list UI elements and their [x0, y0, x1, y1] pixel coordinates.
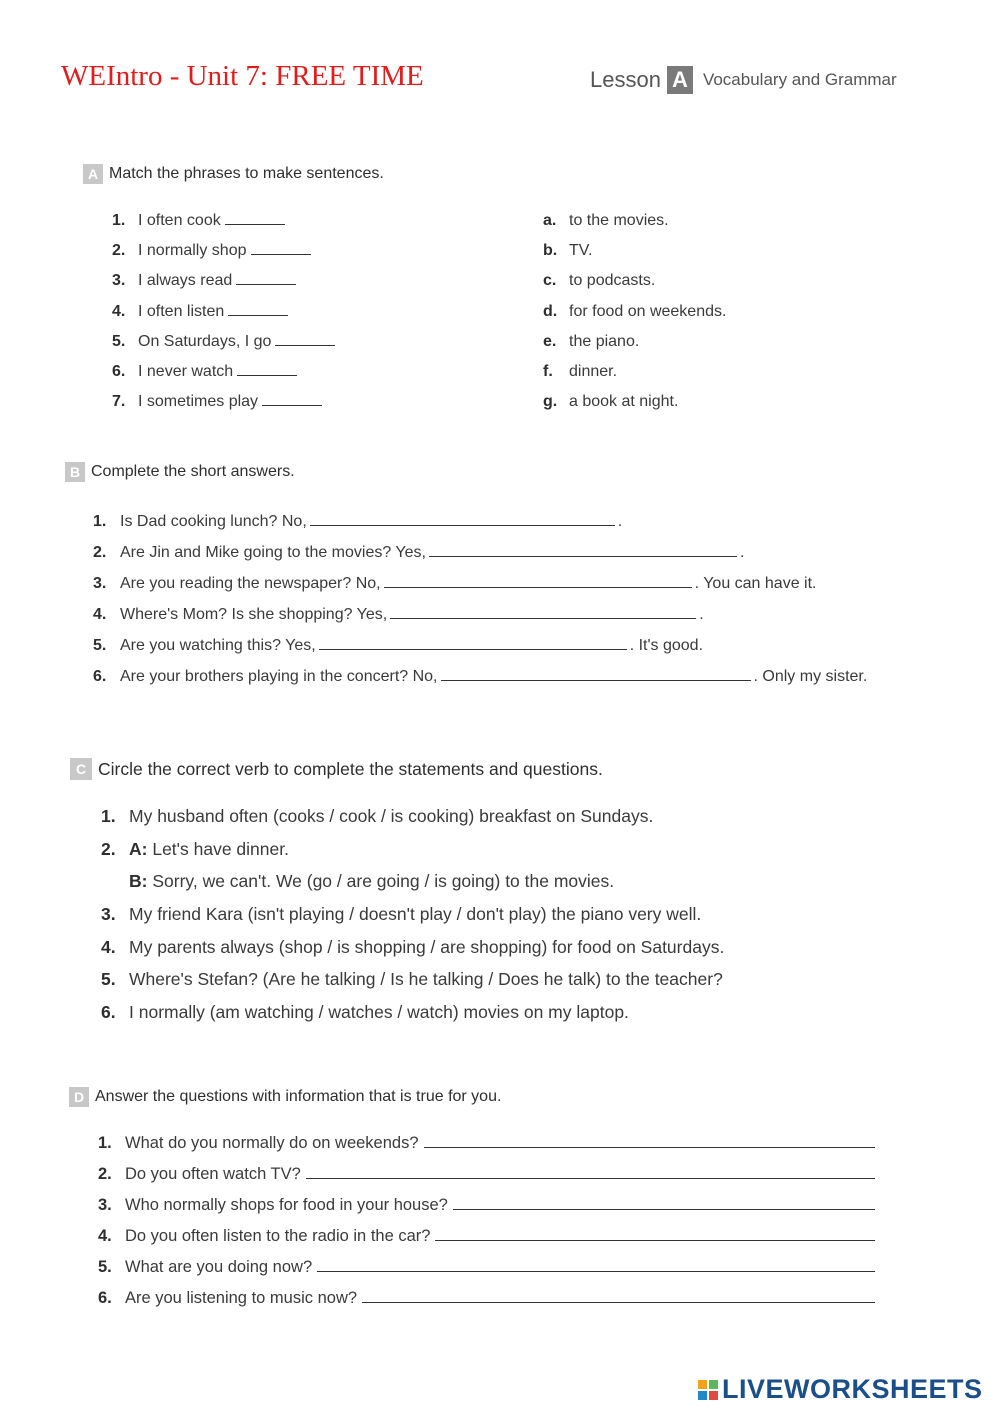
- list-item: [98, 1190, 875, 1221]
- section-a-instruction: Match the phrases to make sentences.: [109, 165, 384, 182]
- item-text: the piano.: [569, 332, 640, 350]
- item-text-after: .: [739, 544, 745, 561]
- lesson-label: Lesson: [590, 67, 661, 92]
- section-b-instruction: Complete the short answers.: [91, 463, 295, 480]
- item-text: TV.: [569, 242, 593, 260]
- item-number: 4.: [93, 606, 107, 623]
- item-text-after: . It's good.: [629, 637, 704, 654]
- list-item: [101, 800, 724, 833]
- item-number: 4.: [112, 302, 126, 320]
- item-text: a book at night.: [569, 393, 679, 411]
- item-letter: e.: [543, 332, 557, 350]
- lesson-subtitle: Vocabulary and Grammar: [702, 70, 897, 89]
- list-item: [112, 357, 335, 387]
- item-text: Do you often watch TV?: [125, 1165, 301, 1183]
- item-text: I normally shop: [138, 242, 247, 260]
- item-number: 5.: [112, 332, 126, 350]
- answer-blank[interactable]: [228, 301, 288, 316]
- item-text: What are you doing now?: [125, 1258, 313, 1276]
- item-letter: d.: [543, 302, 558, 320]
- list-item: [112, 327, 335, 357]
- list-item: [543, 297, 726, 327]
- list-item: [93, 537, 867, 568]
- list-item: [93, 568, 867, 599]
- item-text[interactable]: My husband often (cooks / cook / is cooking) breakfast on Sundays.: [129, 806, 654, 826]
- section-c-letter: C: [70, 758, 92, 780]
- list-item: [112, 236, 335, 266]
- item-number: 7.: [112, 393, 126, 411]
- item-text: I always read: [138, 272, 233, 290]
- item-text[interactable]: My friend Kara (isn't playing / doesn't play / don't play) the piano very well.: [129, 904, 702, 925]
- logo-grid-icon: [698, 1380, 718, 1400]
- item-text: to podcasts.: [569, 272, 656, 290]
- logo-text: LIVEWORKSHEETS: [722, 1374, 983, 1404]
- list-item: [543, 357, 726, 387]
- answer-blank[interactable]: [236, 270, 296, 285]
- list-item: [112, 297, 335, 327]
- answer-blank[interactable]: [262, 391, 322, 406]
- item-number: 4.: [98, 1227, 112, 1245]
- item-text: Are you reading the newspaper? No,: [120, 575, 381, 592]
- speaker-label: A:: [129, 838, 148, 859]
- item-number: 5.: [101, 969, 116, 990]
- answer-blank[interactable]: [306, 1164, 875, 1179]
- section-d-list: [98, 1128, 875, 1314]
- item-text: I never watch: [138, 362, 234, 380]
- item-text: to the movies.: [569, 212, 669, 229]
- section-a-letter: A: [83, 164, 103, 184]
- list-item: [93, 630, 867, 661]
- item-text: Are you watching this? Yes,: [120, 637, 316, 654]
- answer-blank[interactable]: [429, 542, 737, 557]
- item-text[interactable]: Sorry, we can't. We (go / are going / is going) to the movies.: [152, 871, 615, 892]
- item-text: Do you often listen to the radio in the car?: [125, 1227, 431, 1245]
- item-number: 3.: [112, 272, 126, 290]
- item-number: 3.: [93, 575, 107, 592]
- item-number: 5.: [93, 637, 107, 654]
- list-item: [543, 236, 726, 266]
- list-item: [543, 387, 726, 417]
- answer-blank[interactable]: [384, 573, 692, 588]
- list-item: [543, 206, 726, 236]
- item-text-after: . You can have it.: [694, 575, 817, 592]
- item-number: 6.: [93, 668, 107, 685]
- answer-blank[interactable]: [435, 1226, 875, 1241]
- list-item: [101, 996, 724, 1029]
- list-item: [98, 1128, 875, 1159]
- list-item: [98, 1221, 875, 1252]
- item-number: 6.: [112, 362, 126, 380]
- section-c-instruction: Circle the correct verb to complete the statements and questions.: [98, 758, 603, 779]
- lesson-letter-badge: A: [667, 66, 693, 94]
- item-number: 1.: [112, 212, 126, 229]
- item-number: 2.: [112, 242, 126, 260]
- item-text: Where's Mom? Is she shopping? Yes,: [120, 606, 388, 623]
- answer-blank[interactable]: [453, 1195, 875, 1210]
- answer-blank[interactable]: [319, 635, 627, 650]
- item-text[interactable]: Where's Stefan? (Are he talking / Is he talking / Does he talk) to the teacher?: [129, 969, 723, 990]
- item-text: for food on weekends.: [569, 302, 727, 320]
- item-text-after: .: [617, 513, 623, 530]
- answer-blank[interactable]: [237, 361, 297, 376]
- section-d-heading: [69, 1087, 501, 1107]
- item-text: Are Jin and Mike going to the movies? Yes,: [120, 544, 426, 561]
- list-item: [543, 266, 726, 296]
- item-number: 1.: [93, 513, 107, 530]
- section-d-letter: D: [69, 1087, 89, 1107]
- section-a-right-list: [543, 206, 726, 417]
- answer-blank[interactable]: [317, 1257, 875, 1272]
- liveworksheets-logo[interactable]: [698, 1374, 983, 1405]
- list-item: [101, 865, 724, 898]
- answer-blank[interactable]: [390, 604, 696, 619]
- item-number: 6.: [98, 1289, 112, 1307]
- item-text: On Saturdays, I go: [138, 332, 272, 350]
- item-letter: a.: [543, 212, 557, 229]
- list-item: [101, 833, 724, 866]
- item-number: 2.: [101, 838, 116, 859]
- list-item: [98, 1252, 875, 1283]
- item-text: I often cook: [138, 212, 221, 229]
- list-item: [93, 599, 867, 630]
- item-text-after: . Only my sister.: [753, 668, 868, 685]
- answer-blank[interactable]: [362, 1288, 875, 1303]
- item-text: I sometimes play: [138, 393, 259, 411]
- item-number: 6.: [101, 1002, 116, 1023]
- item-number: 3.: [101, 904, 116, 925]
- answer-blank[interactable]: [225, 210, 285, 225]
- list-item: [112, 266, 335, 296]
- item-letter: f.: [543, 362, 553, 380]
- answer-blank[interactable]: [275, 331, 335, 346]
- section-b-heading: [65, 462, 295, 482]
- lesson-header: [590, 66, 897, 94]
- section-a-left-list: [112, 206, 335, 417]
- answer-blank[interactable]: [251, 240, 311, 255]
- item-text[interactable]: I normally (am watching / watches / watch) movies on my laptop.: [129, 1002, 629, 1023]
- list-item: [101, 963, 724, 996]
- list-item: [112, 387, 335, 417]
- section-c-heading: [70, 758, 603, 780]
- item-text[interactable]: My parents always (shop / is shopping / are shopping) for food on Saturdays.: [129, 936, 725, 957]
- list-item: [98, 1283, 875, 1314]
- item-text: Who normally shops for food in your house?: [125, 1196, 448, 1214]
- item-number: 3.: [98, 1196, 112, 1214]
- list-item: [112, 206, 335, 236]
- list-item: [93, 661, 867, 692]
- section-a-heading: [83, 164, 384, 184]
- item-text: Are your brothers playing in the concert? No,: [120, 668, 438, 685]
- section-b-list: [93, 506, 867, 692]
- list-item: [101, 898, 724, 931]
- item-number: 1.: [98, 1134, 112, 1152]
- item-text: Let's have dinner.: [152, 838, 289, 859]
- answer-blank[interactable]: [424, 1133, 875, 1148]
- list-item: [101, 931, 724, 964]
- page-title: WEIntro - Unit 7: FREE TIME: [61, 60, 424, 92]
- item-letter: c.: [543, 272, 557, 290]
- section-d-instruction: Answer the questions with information that is true for you.: [95, 1088, 502, 1105]
- section-c-list: [101, 800, 724, 1029]
- item-text: I often listen: [138, 302, 225, 320]
- item-number: 2.: [93, 544, 107, 561]
- item-number: 2.: [98, 1165, 112, 1183]
- item-letter: b.: [543, 242, 558, 260]
- answer-blank[interactable]: [441, 666, 751, 681]
- item-text: Are you listening to music now?: [125, 1289, 358, 1307]
- answer-blank[interactable]: [310, 511, 615, 526]
- item-number: 1.: [101, 806, 116, 826]
- item-text: What do you normally do on weekends?: [125, 1134, 419, 1152]
- list-item: [93, 506, 867, 537]
- item-letter: g.: [543, 393, 558, 411]
- item-text: dinner.: [569, 362, 618, 380]
- item-text: Is Dad cooking lunch? No,: [120, 513, 307, 530]
- item-text-after: .: [699, 606, 704, 623]
- list-item: [543, 327, 726, 357]
- list-item: [98, 1159, 875, 1190]
- speaker-label: B:: [129, 871, 148, 892]
- item-number: 4.: [101, 936, 116, 957]
- section-b-letter: B: [65, 462, 85, 482]
- item-number: 5.: [98, 1258, 112, 1276]
